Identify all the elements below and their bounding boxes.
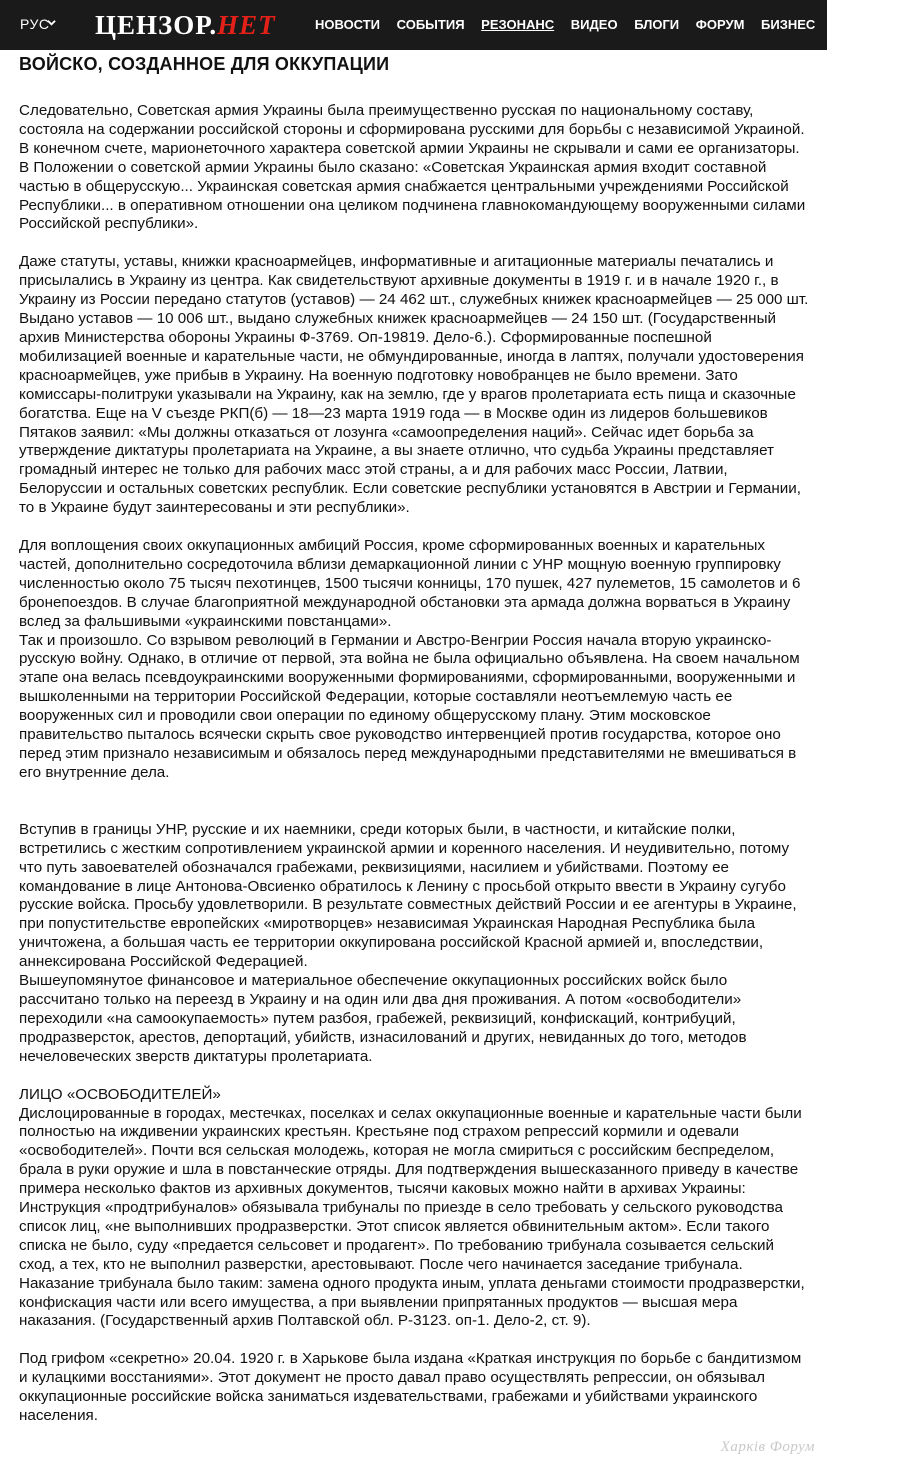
nav-item-publications[interactable]: ПУБЛИКА — [831, 17, 895, 32]
article-paragraph: Даже статуты, уставы, книжки красноармейцев, информативные и агитационные материалы печатались и присылались в Украину из центра. Как свидетельствуют архивные документы в 1919 г. и в начале 1920 г., в Украину из России передано статутов (уставов) — 24 462 шт., служебных книжек красноармейцев — 25 000 шт. Выдано уставов — 10 006 шт., выдано служебных книжек красноармейцев — 24 150 шт. (Государственный архив Министерства обороны Украины Ф-3769. Оп-19819. Дело-6.). Сформированные поспешной мобилизацией военные и карательные части, не обмундированные, иногда в лаптях, получали удостоверения красноармейцев, уже прибыв в Украину. На военную подготовку новобранцев не было времени. Зато комиссары-политруки указывали на Украину, как на землю, где у врагов пролетариата есть пища и сказочные богатства. Еще на V съезде РКП(б) — 18—23 марта 1919 года — в Москве один из лидеров большевиков Пятаков заявил: «Мы должны отказаться от лозунга «самоопределения наций». Сейчас идет борьба за утверждение диктатуры пролетариата на Украине, а вы знаете отлично, что судьба Украины представляет громадный интерес не только для рабочих масс этой страны, а и для рабочих масс России, Латвии, Белоруссии и остальных советских республик. Если советские республики установятся в Австрии и Германии, то в Украине будут заинтересованы и эти республики». — [19, 253, 809, 517]
nav-item-resonance[interactable]: РЕЗОНАНС — [481, 17, 555, 32]
site-logo[interactable] — [95, 10, 276, 40]
article-title: ВОЙСКО, СОЗДАННОЕ ДЛЯ ОККУПАЦИИ — [19, 54, 390, 74]
article-paragraph: ЛИЦО «ОСВОБОДИТЕЛЕЙ» Дислоцированные в городах, местечках, поселках и селах оккупационные военные и карательные части были полностью на иждивении украинских крестьян. Крестьяне под страхом репрессий кормили и одевали «освободителей». Почти вся сельская молодежь, которая не могла смириться с российским беспределом, брала в руки оружие и шла в повстанческие отряды. Для подтверждения вышесказанного приведу в качестве примера несколько фактов из архивных документов, тысячи каковых можно найти в архивах Украины: Инструкция «продтрибуналов» обязывала трибуналы по приезде в село требовать у сельского руководства список лиц, «не выполнивших продразверстки. Этот список является обвинительным актом». Если такого списка не было, суду «предается сельсовет и продагент». По требованию трибунала созывается сельский сход, а тех, кто не выполнил разверстки, арестовывают. После чего начинается заседание трибунала. Наказание трибунала было таким: замена одного продукта иным, уплата деньгами стоимости продразверстки, конфискация части или всего имущества, а при выявлении припрятанных продуктов — высшая мера наказания. (Государственный архив Полтавской обл. Р-3123. оп-1. Дело-2, ст. 9). — [19, 1085, 805, 1330]
nav-item-blogs[interactable]: БЛОГИ — [634, 17, 680, 32]
logo-text-accent: НЕТ — [217, 10, 276, 40]
forum-watermark: Харків Форум — [720, 1439, 815, 1455]
main-nav — [315, 17, 907, 32]
article-paragraph: Для воплощения своих оккупационных амбиций Россия, кроме сформированных военных и карательных частей, дополнительно сосредоточила вблизи демаркационной линии с УНР мощную военную группировку численностью около 75 тысяч пехотинцев, 1500 тысячи конницы, 170 пушек, 427 пулеметов, 15 самолетов и 6 бронепоездов. В случае благоприятной международной обстановки эта армада должна ворваться в Украину вслед за фальшивыми «украинскими повстанцами». Так и произошло. Со взрывом революций в Германии и Австро-Венгрии Россия начала вторую украинско-русскую войну. Однако, в отличие от первой, эта война не была официально объявлена. На своем начальном этапе она велась псевдоукраинскими вооруженными формированиями, сформированными, вооруженными и вышколенными на территории Российской Федерации, которые составляли неотъемлемую часть ее вооруженных сил и проводили свои операции по единому общерусскому плану. Этим московское правительство пыталось всячески скрыть свое руководство интервенцией против государства, которое оно перед этим признало независимым и обязалось перед международными представителями не вмешиваться в его внутренние дела. — [19, 537, 801, 781]
article-body — [19, 50, 809, 1426]
nav-item-events[interactable]: СОБЫТИЯ — [396, 17, 465, 32]
logo-text-primary: ЦЕНЗОР. — [95, 10, 218, 40]
chevron-down-icon[interactable] — [47, 18, 56, 27]
article-paragraph: Следовательно, Советская армия Украины была преимущественно русская по национальному составу, состояла на содержании российской стороны и сформирована русскими для борьбы с независимой Украиной. В конечном счете, марионеточного характера советской армии Украины не скрывали и сами ее организаторы. В Положении о советской армии Украины было сказано: «Советская Украинская армия входит составной частью в общерусскую... Украинская советская армия снабжается центральными учреждениями Российской Республики... в оперативном отношении она целиком подчинена главнокомандующему вооруженными силами Российской республики». — [19, 102, 806, 233]
nav-item-video[interactable]: ВИДЕО — [570, 17, 618, 32]
nav-item-news[interactable]: НОВОСТИ — [315, 17, 381, 32]
article-paragraph: Вступив в границы УНР, русские и их наемники, среди которых были, в частности, и китайские полки, встретились с жестким сопротивлением украинской армии и коренного населения. И неудивительно, потому что путь завоевателей обозначался грабежами, реквизициями, насилием и убийствами. Поэтому ее командование в лице Антонова-Овсиенко обратилось к Ленину с просьбой открыто ввести в Украину сугубо русские войска. Просьбу удовлетворили. В результате совместных действий России и ее агентуры в Украине, при попустительстве европейских «миротворцев» независимая Украинская Народная Республика была уничтожена, а большая часть ее территории оккупирована российской Красной армией и, впоследствии, аннексирована Российской Федерацией. Вышеупомянутое финансовое и материальное обеспечение оккупационных российских войск было рассчитано только на переезд в Украину и на один или два дня проживания. А потом «освободители» переходили «на самоокупаемость» путем разбоя, грабежей, реквизиций, конфискаций, контрибуций, продразверсток, арестов, депортаций, убийств, изнасилований и других, невиданных до того, методов нечеловеческих зверств диктатуры пролетариата. — [19, 820, 797, 1065]
nav-item-forum[interactable]: ФОРУМ — [695, 17, 745, 32]
site-header — [0, 0, 895, 50]
article-paragraph: Под грифом «секретно» 20.04. 1920 г. в Харькове была издана «Краткая инструкция по борьбе с бандитизмом и кулацкими восстаниями». Этот документ не просто давал право осуществлять репрессии, он обязывал оккупационные российские войска заниматься издевательствами, грабежами и убийствами украинского населения. — [19, 1350, 802, 1425]
language-selector[interactable]: РУС — [20, 16, 50, 32]
nav-item-business[interactable]: БИЗНЕС — [761, 17, 816, 32]
